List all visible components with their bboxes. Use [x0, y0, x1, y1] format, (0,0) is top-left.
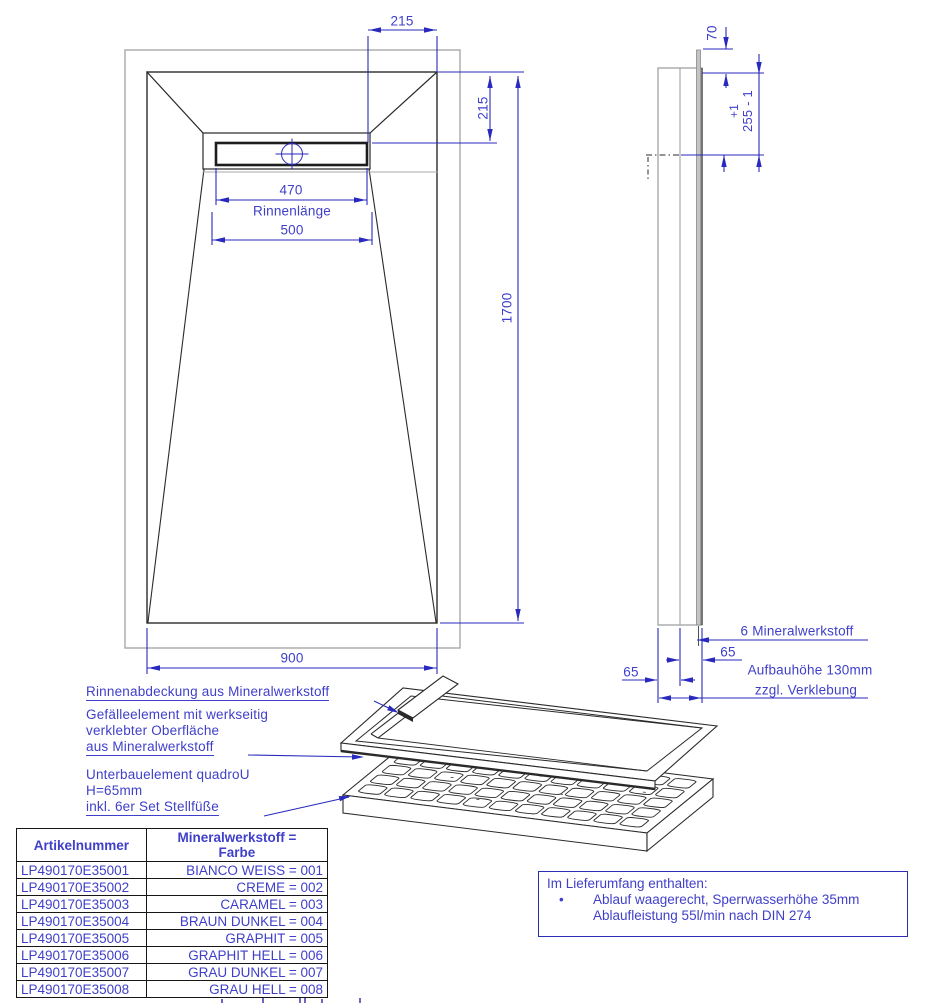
color-code: BIANCO WEISS = 001 [146, 862, 327, 879]
dim-label-900: 900 [280, 650, 304, 666]
color-code: GRAPHIT = 005 [146, 930, 327, 947]
dim-label-1700: 1700 [499, 292, 515, 324]
color-code: GRAU HELL = 008 [146, 981, 327, 998]
dim-label-70: 70 [704, 25, 720, 41]
color-code: BRAUN DUNKEL = 004 [146, 913, 327, 930]
callout-slope-line3: aus Mineralwerkstoff [86, 739, 214, 754]
article-number: LP490170E35003 [17, 896, 147, 913]
scope-box-title: Im Lieferumfang enthalten: [547, 876, 708, 891]
table-row [17, 862, 328, 879]
article-table-header-row [17, 829, 328, 862]
material-color-header: Mineralwerkstoff = Farbe [146, 829, 327, 862]
scope-box-line1: Ablauf waagerecht, Sperrwasserhöhe 35mm [593, 892, 860, 907]
table-row [17, 930, 328, 947]
color-code: CREME = 002 [146, 879, 327, 896]
dim-label-470: 470 [279, 182, 303, 198]
callout-base-line2: H=65mm [86, 783, 143, 798]
article-number: LP490170E35008 [17, 981, 147, 998]
article-number: LP490170E35004 [17, 913, 147, 930]
callout-channel-cover-text: Rinnenabdeckung aus Mineralwerkstoff [86, 684, 330, 699]
table-row [17, 913, 328, 930]
table-row [17, 896, 328, 913]
dim-label-255-tolerance [728, 90, 754, 132]
callout-slope-line1: Gefälleelement mit werkseitig [86, 707, 269, 722]
dim-label-right-215: 215 [475, 96, 491, 120]
scope-of-delivery-box [538, 871, 908, 937]
tolerance-plus: +1 [727, 103, 741, 119]
table-row [17, 964, 328, 981]
color-code: CARAMEL = 003 [146, 896, 327, 913]
side-mineral-layer [697, 50, 701, 625]
mineral-surface-label: 6 Mineralwerkstoff [740, 623, 854, 639]
callout-base-line1: Unterbauelement quadroU [86, 767, 250, 782]
table-row [17, 947, 328, 964]
color-code: GRAPHIT HELL = 006 [146, 947, 327, 964]
callout-channel-cover [86, 684, 329, 700]
article-table [16, 828, 328, 998]
dim-label-65-bottom: 65 [623, 664, 639, 680]
dim-label-65-top: 65 [720, 644, 736, 660]
front-view-dimensions [147, 30, 524, 674]
color-code: GRAU DUNKEL = 007 [146, 964, 327, 981]
article-number: LP490170E35007 [17, 964, 147, 981]
callout-base-element [86, 767, 250, 815]
channel-length-label: Rinnenlänge [252, 203, 332, 219]
build-height-label-line2: zzgl. Verklebung [754, 682, 858, 698]
table-row [17, 879, 328, 896]
dim-255-minus: 255 - 1 [740, 90, 755, 132]
article-number: LP490170E35001 [17, 862, 147, 879]
dim-label-500: 500 [280, 222, 304, 238]
dim-label-top-215: 215 [390, 13, 414, 29]
bullet-icon: • [559, 892, 564, 907]
side-view [646, 50, 702, 646]
isometric-exploded-view [341, 676, 717, 851]
article-number: LP490170E35005 [17, 930, 147, 947]
callout-slope-line2: verklebter Oberfläche [86, 723, 220, 738]
article-number-header: Artikelnummer [17, 829, 147, 862]
front-view [125, 50, 460, 648]
table-row [17, 981, 328, 998]
scope-box-line2: Ablaufleistung 55l/min nach DIN 274 [593, 908, 812, 923]
drain-channel-outer [203, 133, 370, 169]
callout-slope-element [86, 707, 268, 755]
callout-base-line3: inkl. 6er Set Stellfüße [86, 799, 219, 814]
build-height-label-line1: Aufbauhöhe 130mm [747, 662, 873, 678]
article-number: LP490170E35006 [17, 947, 147, 964]
article-number: LP490170E35002 [17, 879, 147, 896]
